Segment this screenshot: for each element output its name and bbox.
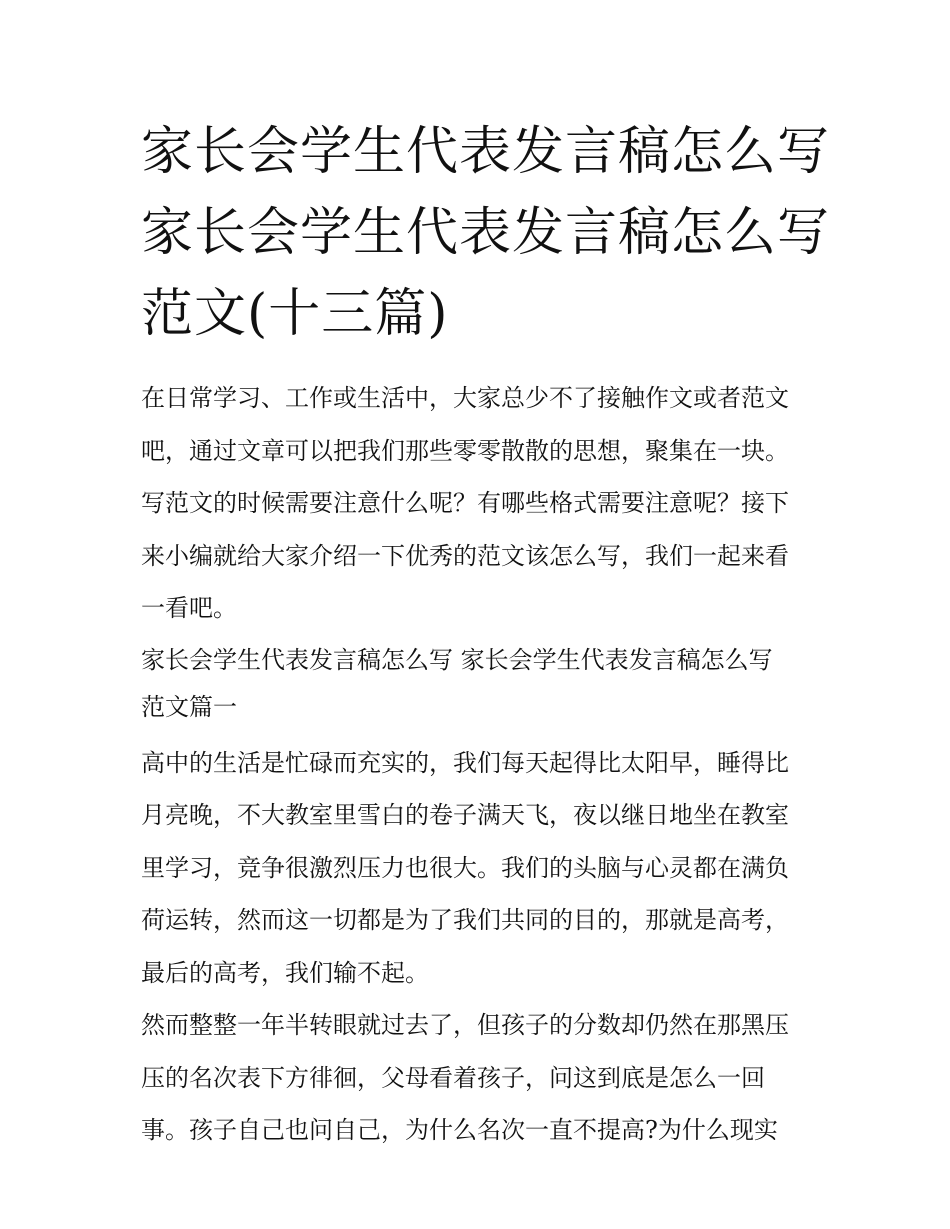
title-line: 家长会学生代表发言稿怎么写 — [141, 122, 831, 182]
document-content — [141, 112, 831, 1157]
text-line: 荷运转，然而这一切都是为了我们共同的目的，那就是高考， — [141, 906, 789, 934]
title-line: 家长会学生代表发言稿怎么写 — [141, 203, 831, 263]
text-line: 里学习，竞争很激烈压力也很大。我们的头脑与心灵都在满负 — [141, 853, 789, 882]
intro-paragraph — [141, 372, 813, 635]
title-line: 范文(十三篇) — [141, 284, 449, 344]
text-line: 写范文的时候需要注意什么呢？有哪些格式需要注意呢？接下 — [141, 489, 789, 517]
text-line: 一看吧。 — [141, 594, 237, 622]
text-line: 最后的高考，我们输不起。 — [141, 958, 429, 987]
text-line: 然而整整一年半转眼就过去了，但孩子的分数却仍然在那黑压 — [141, 1011, 789, 1039]
heading-line: 家长会学生代表发言稿怎么写 家长会学生代表发言稿怎么写 — [141, 645, 773, 674]
text-line: 月亮晚，不大教室里雪白的卷子满天飞，夜以继日地坐在教室 — [141, 801, 789, 829]
text-line: 高中的生活是忙碌而充实的，我们每天起得比太阳早，睡得比 — [141, 748, 789, 777]
text-line: 在日常学习、工作或生活中，大家总少不了接触作文或者范文 — [141, 384, 789, 412]
text-line: 来小编就给大家介绍一下优秀的范文该怎么写，我们一起来看 — [141, 541, 789, 570]
document-body — [141, 372, 813, 1157]
text-line: 吧，通过文章可以把我们那些零零散散的思想，聚集在一块。 — [141, 436, 789, 465]
body-paragraph-1 — [141, 737, 813, 1000]
section-heading — [141, 637, 813, 731]
document-title — [141, 112, 831, 355]
text-line: 压的名次表下方徘徊，父母看着孩子，问这到底是怎么一回 — [141, 1063, 765, 1092]
body-paragraph-2 — [141, 999, 813, 1157]
text-line: 事。孩子自己也问自己，为什么名次一直不提高?为什么现实 — [141, 1116, 778, 1144]
heading-line: 范文篇一 — [141, 692, 237, 721]
